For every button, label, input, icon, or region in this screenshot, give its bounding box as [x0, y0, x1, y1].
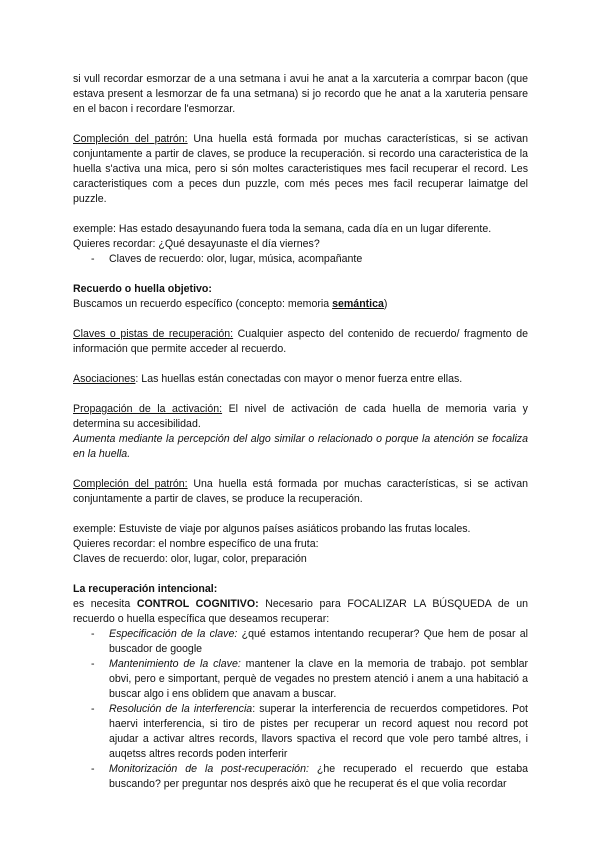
- activation-italic-note: Aumenta mediante la percepción del algo similar o relacionado o porque la atención se focaliza en la huella.: [73, 433, 528, 460]
- example-1-bullet: - Claves de recuerdo: olor, lugar, música, acompañante: [73, 252, 528, 267]
- pattern-completion-term-1: Compleción del patrón:: [73, 133, 188, 145]
- intentional-retrieval-intro: [73, 597, 528, 627]
- example-2-line-1: exemple: Estuviste de viaje por algunos países asiáticos probando las frutas locales.: [73, 523, 471, 535]
- example-1-bullets: [73, 252, 528, 267]
- pattern-completion-text-2: Una huella está formada por muchas características, si se activan conjuntamente a partir de claves, se produce la recuperación.: [73, 478, 528, 505]
- pattern-completion-text-1: Una huella está formada por muchas características, si se activan conjuntamente a partir de claves, se produce la recuperación. si recordo una caracteristica de la huella s'activa una mica, pero si són moltes caracteristiques mes facil recuperar el record. Les caracteristiques com a peces dun puzzle, com més peces mes facil recuperar laimatge del puzzle.: [73, 133, 528, 205]
- associations-term: Asociaciones: [73, 373, 136, 385]
- target-memory-text-post: ): [383, 298, 388, 310]
- interference-resolution-term: Resolución de la interferencia: [109, 703, 253, 715]
- list-item-interference-resolution: [73, 702, 528, 762]
- example-2-line-2: Quieres recordar: el nombre específico de una fruta:: [73, 538, 319, 550]
- cue-maintenance-text: mantener la clave en la memoria de trabajo. pot semblar obvi, pero e simportant, perquè de vegades no prestem atenció i anem a una habitació a buscar algo i ens oblidem que anavam a buscar.: [109, 658, 529, 700]
- target-memory-heading: Recuerdo o huella objetivo:: [73, 283, 212, 295]
- associations-paragraph: [73, 372, 528, 387]
- target-memory-text-pre: Buscamos un recuerdo específico (concepto: memoria: [73, 298, 333, 310]
- post-retrieval-monitoring-text: ¿he recuperado el recuerdo que estaba buscando? per preguntar nos després això que he recuperat és el que volia recordar: [109, 763, 528, 790]
- post-retrieval-monitoring-term: Monitorización de la post-recuperación:: [109, 763, 309, 775]
- list-item-post-retrieval-monitoring: [73, 762, 528, 792]
- cue-specification-term: Especificación de la clave:: [109, 628, 238, 640]
- intentional-intro-pre: es necesita: [73, 598, 137, 610]
- semantic-term: semántica: [332, 298, 384, 310]
- intro-paragraph: si vull recordar esmorzar de a una setmana i avui he anat a la xarcuteria a comrpar bacon (que estava present a lesmorzar de fa una setmana) si jo recordo que he anat a la xaruteria pensare en el bacon i recordare l'esmorzar.: [73, 73, 528, 115]
- activation-term: Propagación de la activación:: [73, 403, 223, 415]
- cognitive-control-term: CONTROL COGNITIVO:: [136, 598, 259, 610]
- interference-resolution-text: : superar la interferencia de recuerdos competidores. Pot haervi interferencia, si tiro de pistes per recuperar un record aquest nou record pot ajudar a activar altres records, llavors spactiva el record que vole pero també altres, i auqetss altres records poden interferir: [109, 703, 528, 760]
- list-item-cue-maintenance: [73, 657, 528, 702]
- pattern-completion-term-2: Compleción del patrón:: [73, 478, 188, 490]
- retrieval-cues-paragraph: [73, 327, 528, 357]
- cue-maintenance-term: Mantenimiento de la clave:: [109, 658, 241, 670]
- target-memory-text: [73, 297, 528, 312]
- example-1-line-2: Quieres recordar: ¿Qué desayunaste el día viernes?: [73, 238, 320, 250]
- cue-specification-text: ¿qué estamos intentando recuperar? Que hem de posar al buscador de google: [109, 628, 529, 655]
- intentional-intro-post: Necesario para FOCALIZAR LA BÚSQUEDA de un recuerdo o huella específica que deseamos recuperar:: [73, 598, 528, 625]
- associations-text: : Las huellas están conectadas con mayor o menor fuerza entre ellas.: [135, 373, 463, 385]
- intentional-retrieval-list: [73, 627, 528, 792]
- activation-text: El nivel de activación de cada huella de memoria varia y determina su accesibilidad.: [73, 403, 528, 430]
- example-2-line-3: Claves de recuerdo: olor, lugar, color, preparación: [73, 553, 307, 565]
- activation-paragraph: [73, 402, 528, 432]
- intentional-retrieval-heading: La recuperación intencional:: [73, 583, 218, 595]
- pattern-completion-paragraph-2: [73, 477, 528, 507]
- retrieval-cues-text: Cualquier aspecto del contenido de recuerdo/ fragmento de información que permite acceder al recuerdo.: [73, 328, 528, 355]
- list-item-cue-specification: [73, 627, 528, 657]
- example-1-line-1: exemple: Has estado desayunando fuera toda la semana, cada día en un lugar diferente.: [73, 223, 492, 235]
- pattern-completion-paragraph-1: [73, 132, 528, 207]
- retrieval-cues-term: Claves o pistas de recuperación:: [73, 328, 234, 340]
